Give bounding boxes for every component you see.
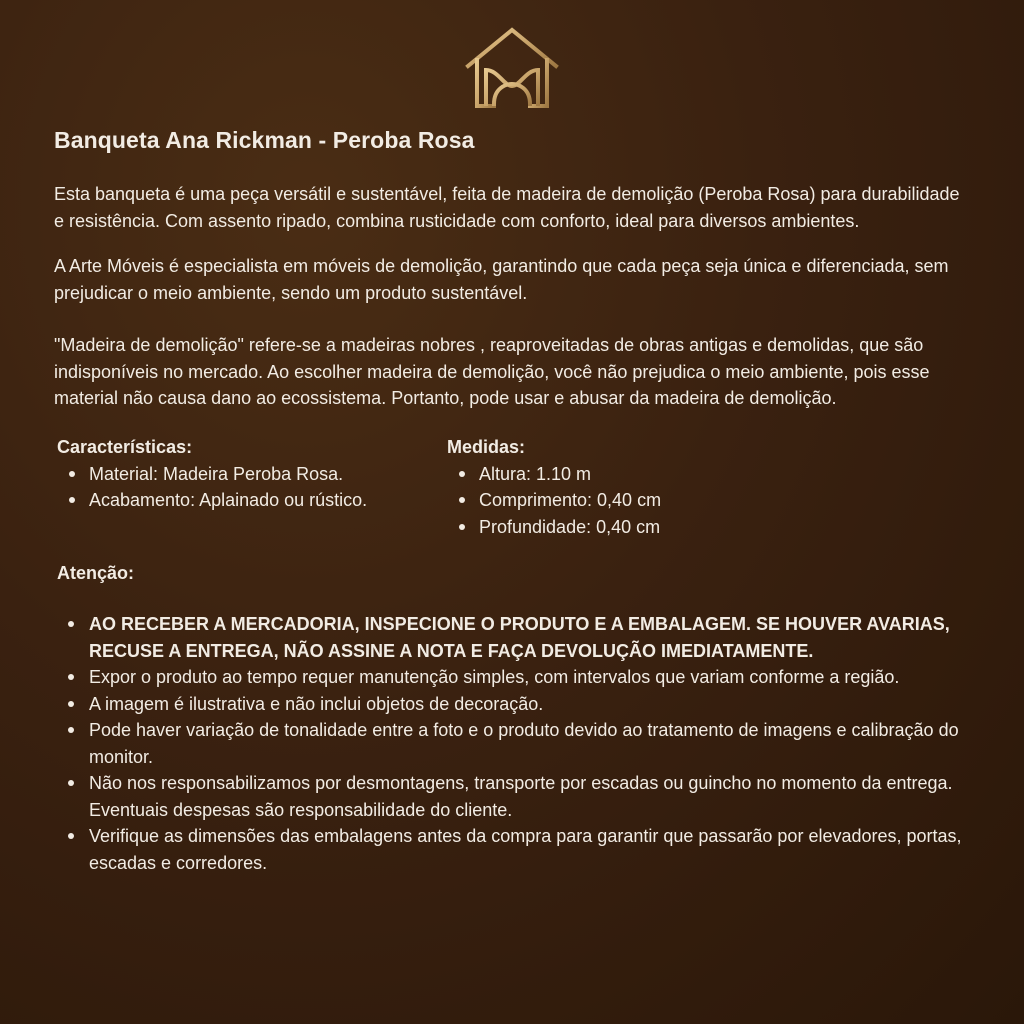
medidas-list (447, 461, 867, 541)
house-logo-icon (464, 26, 560, 110)
about-paragraph: A Arte Móveis é especialista em móveis de demolição, garantindo que cada peça seja única e diferenciada, sem prejudicar o meio ambiente, sendo um produto sustentável. (54, 256, 949, 303)
list-item: Acabamento: Aplainado ou rústico. (57, 487, 447, 514)
caracteristicas-heading: Características: (57, 436, 193, 457)
specs-columns (57, 434, 974, 541)
list-item: AO RECEBER A MERCADORIA, INSPECIONE O PRODUTO E A EMBALAGEM. SE HOUVER AVARIAS, RECUSE A ENTREGA, NÃO ASSINE A NOTA E FAÇA DEVOLUÇÃO IMEDIATAMENTE. (54, 611, 974, 664)
medidas-section (447, 434, 867, 541)
list-item: Expor o produto ao tempo requer manutenção simples, com intervalos que variam conforme a região. (54, 664, 974, 691)
list-item: A imagem é ilustrativa e não inclui objetos de decoração. (54, 691, 974, 718)
demolition-wood-paragraph: "Madeira de demolição" refere-se a madeiras nobres , reaproveitadas de obras antigas e demolidas, que são indisponíveis no mercado. Ao escolher madeira de demolição, você não prejudica o meio ambiente, pois esse material não causa dano ao ecossistema. Portanto, pode usar e abusar da madeira de demolição. (54, 335, 930, 408)
caracteristicas-list (57, 461, 447, 514)
list-item: Comprimento: 0,40 cm (447, 487, 867, 514)
list-item: Profundidade: 0,40 cm (447, 514, 867, 541)
list-item: Não nos responsabilizamos por desmontagens, transporte por escadas ou guincho no momento da entrega. Eventuais despesas são responsabilidade do cliente. (54, 770, 974, 823)
page-title: Banqueta Ana Rickman - Peroba Rosa (54, 127, 475, 153)
medidas-heading: Medidas: (447, 436, 526, 457)
caracteristicas-section (57, 434, 447, 541)
description-paragraph: Esta banqueta é uma peça versátil e sustentável, feita de madeira de demolição (Peroba Rosa) para durabilidade e resistência. Com assento ripado, combina rusticidade com conforto, ideal para diversos ambientes. (54, 184, 960, 231)
atencao-heading: Atenção: (57, 563, 135, 583)
list-item: Altura: 1.10 m (447, 461, 867, 488)
atencao-list (54, 611, 974, 876)
list-item: Pode haver variação de tonalidade entre a foto e o produto devido ao tratamento de imagens e calibração do monitor. (54, 717, 974, 770)
product-description (54, 124, 974, 876)
list-item: Verifique as dimensões das embalagens antes da compra para garantir que passarão por elevadores, portas, escadas e corredores. (54, 823, 974, 876)
list-item: Material: Madeira Peroba Rosa. (57, 461, 447, 488)
